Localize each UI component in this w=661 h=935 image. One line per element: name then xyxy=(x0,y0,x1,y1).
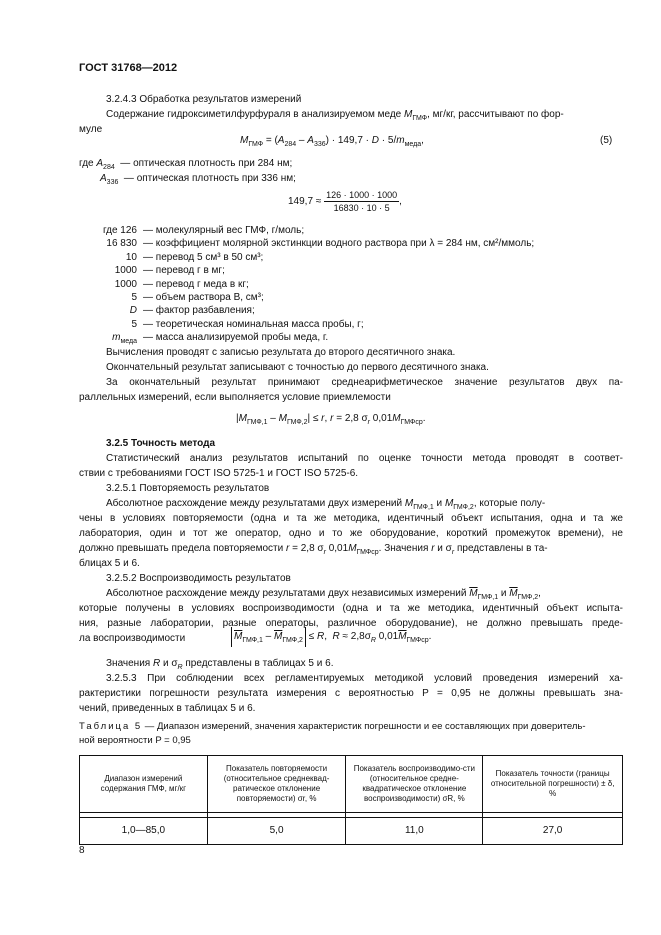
document-header: ГОСТ 31768—2012 xyxy=(79,62,178,74)
definition-text: — теоретическая номинальная масса пробы, г; xyxy=(143,318,364,330)
section-3251-line4: должно превышать предела повторяемости r = 2,8 $\sigma_r$ $0,01M_{ГМФср}$. Значения r и $\sigma_r$ представлены в та- xyxy=(79,543,548,556)
section-325-line2: ствии с требованиями ГОСТ ISO 5725-1 и ГОСТ ISO 5725-6. xyxy=(79,468,359,479)
section-3253-line1: 3.2.5.3 При соблюдении всех регламентируемых методикой условий проведения измерений ха- xyxy=(106,673,623,684)
definition-row xyxy=(79,319,534,332)
definition-row xyxy=(79,225,534,238)
definitions-list xyxy=(79,225,534,346)
table5-cell-repeatability: 5,0 xyxy=(207,818,346,845)
section-3252-line4: ла воспроизводимости xyxy=(79,633,186,644)
definition-text: — перевод г в мг; xyxy=(143,265,225,277)
definition-value: 16 830 xyxy=(106,238,137,250)
section-3243-line2: муле xyxy=(79,124,103,135)
paragraph-final: Окончательный результат записывают с точностью до первого десятичного знака. xyxy=(106,362,489,373)
definition-row xyxy=(79,279,534,292)
definition-row xyxy=(79,305,534,318)
values-R-sigma: Значения R и $\sigma_R$ представлены в таблицах 5 и 6. xyxy=(106,658,334,671)
where-a336: $A_{336}$ — оптическая плотность при 336 нм; xyxy=(100,173,296,186)
section-3252-line1: Абсолютное расхождение между результатами двух независимых измерений $\overline{M}_{ГМФ,1}$ и $\overline{M}_{ГМФ,2}$, xyxy=(106,588,541,601)
section-3252-line2: которые получены в условиях воспроизводимости (одна и та же методика, идентичный объект испыта- xyxy=(79,603,623,614)
table5-header-repeatability: Показатель повторяемости (относительное среднеквад-ратическое отклонение повторяемости) σr, % xyxy=(207,756,346,813)
table5-cell-range: 1,0—85,0 xyxy=(80,818,208,845)
definition-value: 10 xyxy=(125,251,137,263)
paragraph-calc: Вычисления проводят с записью результата до второго десятичного знака. xyxy=(106,347,456,358)
coefficient-formula: 149,7 ≈ $\frac{126 \cdot 1000 \cdot 1000}{16830 \cdot 10 \cdot 5}$ , xyxy=(288,190,402,213)
section-3251-title: 3.2.5.1 Повторяемость результатов xyxy=(106,483,270,494)
paragraph-mean-line1: За окончательный результат принимают среднеарифметическое значение результатов двух па- xyxy=(106,377,623,388)
paragraph-mean-line2: раллельных измерений, если выполняется условие приемлемости xyxy=(79,392,391,403)
definition-text: — перевод 5 см³ в 50 см³; xyxy=(143,251,264,263)
section-3243-title: 3.2.4.3 Обработка результатов измерений xyxy=(106,94,302,105)
definition-row xyxy=(79,292,534,305)
section-325-title: 3.2.5 Точность метода xyxy=(106,438,216,449)
section-3253-line3: чений, приведенных в таблицах 5 и 6. xyxy=(79,703,256,714)
table5-header-accuracy: Показатель точности (границы относительной погрешности) ± δ, % xyxy=(483,756,623,813)
table5-cell-accuracy: 27,0 xyxy=(483,818,623,845)
definition-value: $m_{меда}$ xyxy=(112,332,137,346)
section-3251-line2: чены в условиях повторяемости (одна и та же методика, идентичный объект испытания, одна и та же xyxy=(79,513,623,524)
section-3251-line3: лаборатория, один и тот же оператор, одно и то же оборудование, короткий промежуток времени), не xyxy=(79,528,623,539)
definition-text: — коэффициент молярной экстинкции водного раствора при λ = 284 нм, см²/ммоль; xyxy=(143,238,535,250)
section-3252-title: 3.2.5.2 Воспроизводимость результатов xyxy=(106,573,291,584)
formula-5-number: (5) xyxy=(600,135,613,146)
table5-header-reproducibility: Показатель воспроизводимо-сти (относительное средне-квадратическое отклонение воспроизводимости) σR, % xyxy=(346,756,483,813)
definition-value: D xyxy=(129,305,137,317)
definition-text: — масса анализируемой пробы меда, г. xyxy=(143,332,329,344)
definition-value: 1000 xyxy=(114,265,137,277)
section-3251-line1: Абсолютное расхождение между результатами двух измерений $M_{ГМФ,1}$ и $M_{ГМФ,2}$, которые полу- xyxy=(106,498,546,511)
section-3252-line3: ния, разные лаборатории, разные операторы, различное оборудование), не должно превышать преде- xyxy=(79,618,623,629)
definition-value: где 126 xyxy=(102,225,137,236)
definition-value: 5 xyxy=(131,291,137,303)
definition-value: 5 xyxy=(131,318,137,330)
definition-row xyxy=(79,332,534,345)
definition-text: — фактор разбавления; xyxy=(143,305,255,317)
section-3243-line1: Содержание гидроксиметилфурфураля в анализируемом меде $M_{ГМФ}$, мг/кг, рассчитывают по фор- xyxy=(106,109,564,122)
definition-text: — перевод г меда в кг; xyxy=(143,278,249,290)
where-a284: где $A_{284}$ — оптическая плотность при 284 нм; xyxy=(79,158,293,171)
section-3251-line5: блицах 5 и 6. xyxy=(79,558,140,569)
table5-cell-reproducibility: 11,0 xyxy=(346,818,483,845)
definition-value: 1000 xyxy=(114,278,137,290)
section-325-line1: Статистический анализ результатов испытаний по оценке точности метода проводят в соответ- xyxy=(106,453,623,464)
table5-caption-line2: ной вероятности P = 0,95 xyxy=(79,735,191,746)
section-3253-line2: рактеристики погрешности результата измерения с вероятностью P = 0,95 не должны превышать зна- xyxy=(79,688,623,699)
definition-row xyxy=(79,252,534,265)
table-5 xyxy=(79,755,623,845)
definition-text: — объем раствора В, см³; xyxy=(143,291,264,303)
acceptance-condition: $|M_{ГМФ,1} - M_{ГМФ,2}| \le r$, r = 2,8 $\sigma_r$ $0,01M_{ГМФср}$. xyxy=(236,413,426,426)
definition-row xyxy=(79,238,534,251)
table5-caption-line1: Таблица 5 — Диапазон измерений, значения характеристик погрешности и ее составляющих при доверитель- xyxy=(79,721,586,732)
definition-row xyxy=(79,265,534,278)
definition-text: — молекулярный вес ГМФ, г/моль; xyxy=(143,225,305,236)
formula-5: $M_{ГМФ} = (A_{284} - A_{336}) \cdot 149,7 \cdot D \cdot 5/m_{меда}$, xyxy=(240,135,424,148)
table5-header-range: Диапазон измерений содержания ГМФ, мг/кг xyxy=(80,756,208,813)
page-number: 8 xyxy=(79,845,85,856)
reproducibility-condition: $\overline{M}_{ГМФ,1} - \overline{M}_{ГМФ,2} \le R$, $R \approx 2,8\sigma_R$ $0,01\overline{M}_{ГМФср}$. xyxy=(231,627,431,647)
